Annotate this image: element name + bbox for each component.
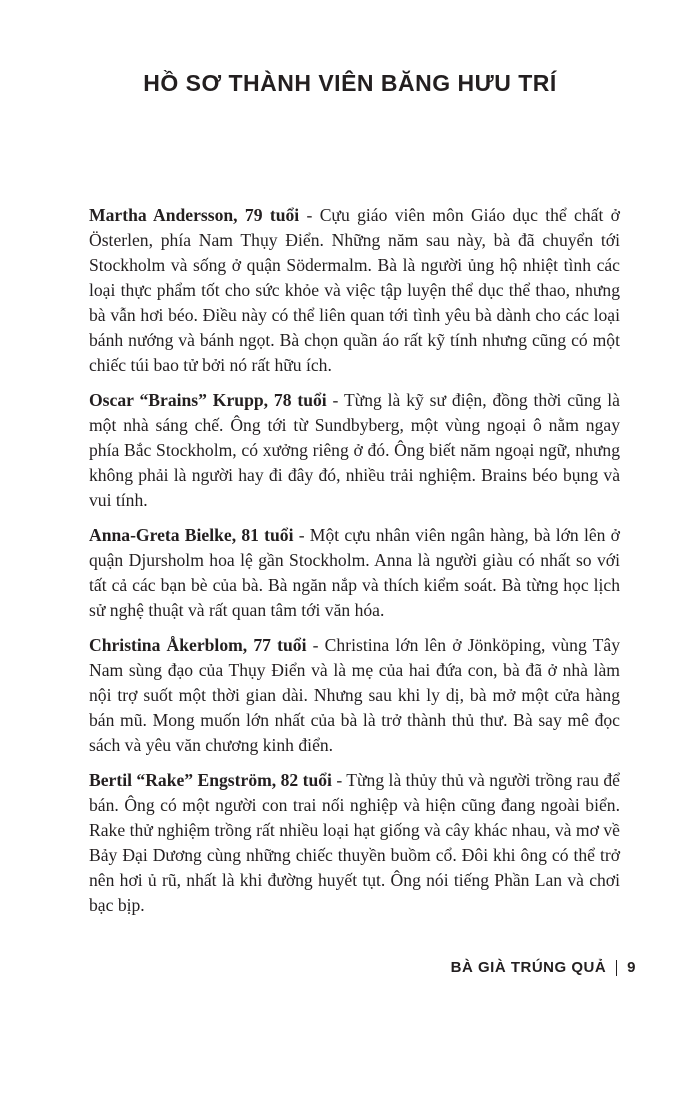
page-spacer: [0, 928, 700, 958]
profile-paragraph: [89, 633, 620, 758]
profile-paragraph: [89, 523, 620, 623]
profile-description: - Từng là thủy thủ và người trồng rau để bán. Ông có một người con trai nối nghiệp và hiện cũng đang ngoài biển. Rake thử nghiệm trồng rất nhiều loại hạt giống và cây khác nhau, và mơ về Bảy Đại Dương cùng những chiếc thuyền buồm cổ. Đôi khi ông có thể trở nên hơi ủ rũ, nhất là khi đường huyết tụt. Ông nói tiếng Phần Lan và chơi bạc bịp.: [89, 770, 620, 915]
profile-name: Bertil “Rake” Engström, 82 tuổi: [89, 770, 332, 790]
profile-paragraph: [89, 388, 620, 513]
profile-description: - Christina lớn lên ở Jönköping, vùng Tây Nam sùng đạo của Thụy Điển và là mẹ của hai đứa con, bà đã ở nhà làm nội trợ suốt một thời gian dài. Nhưng sau khi ly dị, bà mở một cửa hàng bán mũ. Mong muốn lớn nhất của bà là trở thành thủ thư. Bà say mê đọc sách và yêu văn chương kinh điển.: [89, 635, 620, 755]
page-footer: [451, 958, 636, 978]
profile-paragraph: [89, 768, 620, 918]
page-title: HỒ SƠ THÀNH VIÊN BĂNG HƯU TRÍ: [143, 70, 557, 96]
profile-list: [89, 203, 620, 928]
profile-name: Christina Åkerblom, 77 tuổi: [89, 635, 307, 655]
profile-description: - Một cựu nhân viên ngân hàng, bà lớn lên ở quận Djursholm hoa lệ gần Stockholm. Anna là người giàu có nhất so với tất cả các bạn bè của bà. Bà ngăn nắp và thích kiểm soát. Bà từng học lịch sử nghệ thuật và rất quan tâm tới văn hóa.: [89, 525, 620, 620]
profile-name: Martha Andersson, 79 tuổi: [89, 205, 300, 225]
page-number: 9: [627, 959, 636, 976]
profile-description: - Cựu giáo viên môn Giáo dục thể chất ở Österlen, phía Nam Thụy Điển. Những năm sau này, bà đã chuyển tới Stockholm và sống ở quận Södermalm. Bà là người ủng hộ nhiệt tình các loại thực phẩm tốt cho sức khỏe và việc tập luyện thể dục thể thao, nhưng bà vẫn hơi béo. Điều này có thể liên quan tới tình yêu bà dành cho các loại bánh nướng và bánh ngọt. Bà chọn quần áo rất kỹ tính nhưng cũng có một chiếc túi bao tử bởi nó rất hữu ích.: [89, 205, 620, 375]
profile-name: Oscar “Brains” Krupp, 78 tuổi: [89, 390, 327, 410]
running-title: BÀ GIÀ TRÚNG QUẢ: [450, 959, 607, 976]
profile-description: - Từng là kỹ sư điện, đồng thời cũng là một nhà sáng chế. Ông tới từ Sundbyberg, một vùng ngoại ô nằm ngay phía Bắc Stockholm, có xưởng riêng ở đó. Ông biết năm ngoại ngữ, nhưng không phải là người hay đi đây đó, nhiều trải nghiệm. Brains béo bụng và vui tính.: [89, 390, 620, 510]
profile-paragraph: [89, 203, 620, 378]
profile-name: Anna-Greta Bielke, 81 tuổi: [89, 525, 294, 545]
footer-divider: [616, 960, 617, 976]
